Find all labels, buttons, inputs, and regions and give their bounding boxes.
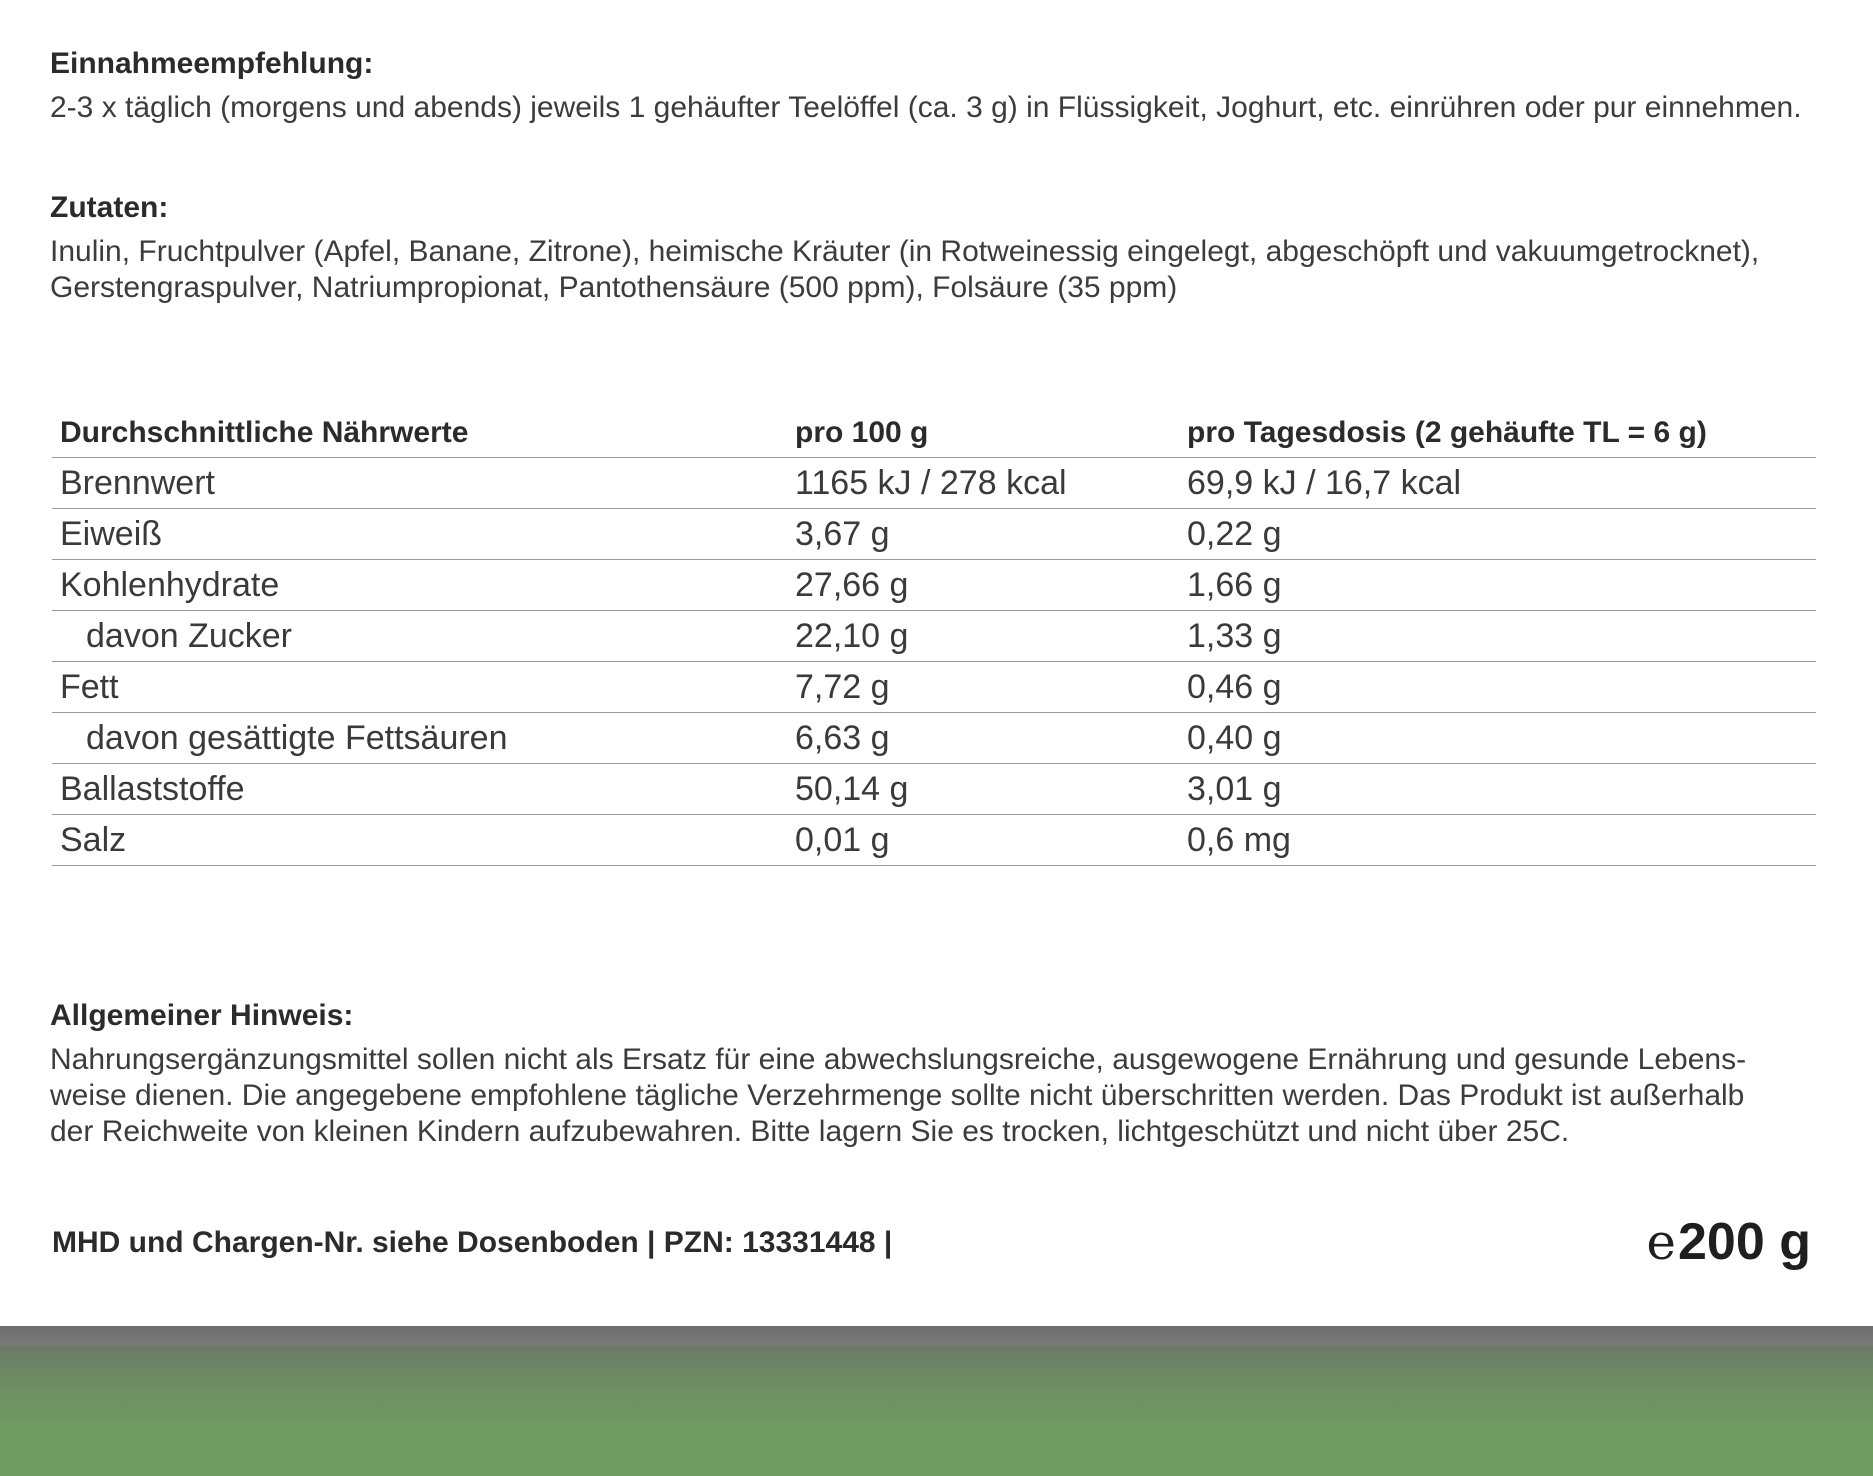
ingredients-text [50,234,1830,306]
nutrient-name: davon gesättigte Fettsäuren [86,718,508,757]
table-row [52,509,1816,560]
value-per-100g: 50,14 g [795,769,909,808]
value-per-100g: 3,67 g [795,514,890,553]
notice-text [50,1042,1830,1150]
value-per-dose: 0,40 g [1187,718,1282,757]
intake-text: 2-3 x täglich (morgens und abends) jeweils 1 gehäufter Teelöffel (ca. 3 g) in Flüssigkeit, Joghurt, etc. einrühren oder pur einnehmen. [50,91,1802,124]
value-per-dose: 0,46 g [1187,667,1282,706]
nutrient-name: Fett [60,667,119,706]
nutrition-table [52,408,1816,866]
nutrient-name: Eiweiß [60,514,163,553]
intake-section [50,44,1830,126]
header-nutrient: Durchschnittliche Nährwerte [60,415,469,449]
grey-band [0,1326,1873,1346]
table-row [52,815,1816,866]
notice-line-3: der Reichweite von kleinen Kindern aufzubewahren. Bitte lagern Sie es trocken, lichtgeschützt und nicht über 25C. [50,1115,1570,1148]
ingredients-section [50,188,1830,306]
value-per-dose: 0,6 mg [1187,820,1291,859]
table-row [52,611,1816,662]
value-per-100g: 7,72 g [795,667,890,706]
value-per-100g: 0,01 g [795,820,890,859]
intake-heading: Einnahmeempfehlung: [50,47,374,80]
net-weight-value: 200 g [1678,1213,1811,1271]
ingredients-line-2: Gerstengraspulver, Natriumpropionat, Pantothensäure (500 ppm), Folsäure (35 ppm) [50,271,1178,304]
nutrition-header-row [52,408,1816,458]
notice-line-2: weise dienen. Die angegebene empfohlene tägliche Verzehrmenge sollte nicht überschritten werden. Das Produkt ist außerhalb [50,1079,1745,1112]
ingredients-line-1: Inulin, Fruchtpulver (Apfel, Banane, Zitrone), heimische Kräuter (in Rotweinessig eingelegt, abgeschöpft und vakuumgetrocknet), [50,235,1760,268]
value-per-100g: 22,10 g [795,616,909,655]
value-per-100g: 1165 kJ / 278 kcal [795,463,1067,502]
green-band [0,1346,1873,1476]
value-per-dose: 69,9 kJ / 16,7 kcal [1187,463,1462,502]
value-per-dose: 1,33 g [1187,616,1282,655]
value-per-dose: 3,01 g [1187,769,1282,808]
ingredients-heading: Zutaten: [50,191,169,224]
net-weight [1646,1212,1811,1272]
table-row [52,458,1816,509]
nutrient-name: Ballaststoffe [60,769,245,808]
table-row [52,662,1816,713]
notice-section [50,996,1830,1150]
header-per-dose: pro Tagesdosis (2 gehäufte TL = 6 g) [1187,415,1707,449]
value-per-100g: 27,66 g [795,565,909,604]
notice-line-1: Nahrungsergänzungsmittel sollen nicht als Ersatz für eine abwechslungsreiche, ausgewogene Ernährung und gesunde Lebens- [50,1043,1747,1076]
notice-heading: Allgemeiner Hinweis: [50,999,354,1032]
batch-info-line: MHD und Chargen-Nr. siehe Dosenboden | PZN: 13331448 | [52,1226,893,1259]
header-per-100g: pro 100 g [795,415,929,449]
nutrient-name: Kohlenhydrate [60,565,280,604]
estimated-sign-icon: e [1646,1213,1677,1271]
value-per-100g: 6,63 g [795,718,890,757]
table-row [52,764,1816,815]
value-per-dose: 0,22 g [1187,514,1282,553]
value-per-dose: 1,66 g [1187,565,1282,604]
nutrient-name: Salz [60,820,127,859]
nutrient-name: davon Zucker [86,616,292,655]
table-row [52,713,1816,764]
table-row [52,560,1816,611]
nutrient-name: Brennwert [60,463,215,502]
